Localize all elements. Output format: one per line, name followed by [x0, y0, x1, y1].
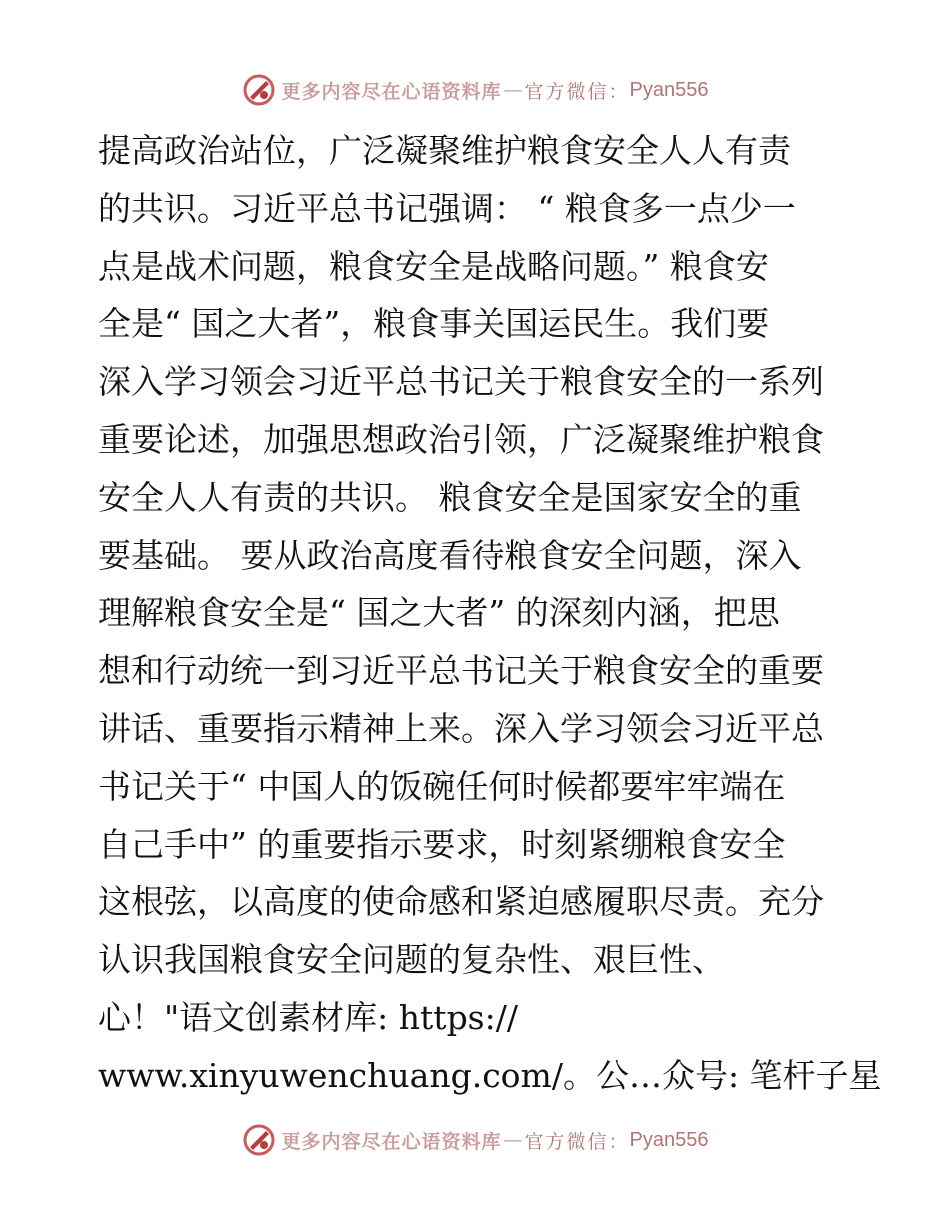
- watermark-id: Pyan556: [629, 78, 709, 101]
- brand-logo-icon: [242, 1123, 276, 1157]
- watermark-text: 更多内容尽在心语资料库: [281, 80, 502, 103]
- watermark-sub: 官方微信：: [524, 1130, 630, 1153]
- text-line: 重要论述，加强思想政治引领，广泛凝聚维护粮食: [98, 419, 824, 459]
- text-line: 认识我国粮食安全问题的复杂性、艰巨性、: [98, 940, 725, 980]
- document-body: [98, 122, 882, 1105]
- watermark-id: Pyan556: [629, 1128, 709, 1151]
- text-line: 点是战术问题，粮食安全是战略问题。” 粮食安: [98, 246, 769, 286]
- footer-watermark: [0, 1118, 950, 1162]
- text-line: 讲话、重要指示精神上来。深入学习领会习近平总: [98, 708, 824, 748]
- text-line: 提高政治站位，广泛凝聚维护粮食安全人人有责: [98, 131, 791, 170]
- watermark-sub: 官方微信：: [524, 80, 630, 103]
- text-line: 要基础。 要从政治高度看待粮食安全问题，深入: [98, 535, 802, 575]
- text-line: 安全人人有责的共识。 粮食安全是国家安全的重: [98, 477, 802, 517]
- text-line: 理解粮食安全是“ 国之大者” 的深刻内涵，把思: [98, 593, 780, 633]
- brand-logo-icon: [242, 73, 276, 107]
- text-line: 深入学习领会习近平总书记关于粮食安全的一系列: [98, 362, 824, 402]
- text-line: 心！"语文创素材库: https://: [98, 997, 518, 1037]
- watermark-separator: —: [503, 79, 523, 101]
- watermark-separator: —: [503, 1129, 523, 1151]
- text-line: 书记关于“ 中国人的饭碗任何时候都要牢牢端在: [98, 766, 786, 806]
- text-line: 的共识。习近平总书记强调： “ 粮食多一点少一: [98, 188, 796, 228]
- text-line: 想和行动统一到习近平总书记关于粮食安全的重要: [98, 651, 824, 691]
- text-line: 这根弦，以高度的使命感和紧迫感履职尽责。充分: [98, 882, 824, 922]
- watermark-text: 更多内容尽在心语资料库: [281, 1130, 502, 1153]
- text-line: 自己手中” 的重要指示要求，时刻紧绷粮食安全: [98, 824, 786, 864]
- header-watermark: [0, 68, 950, 112]
- text-line: www.xinyuwenchuang.com/。公…众号: 笔杆子星: [98, 1055, 882, 1095]
- text-line: 全是“ 国之大者”，粮食事关国运民生。我们要: [98, 304, 770, 344]
